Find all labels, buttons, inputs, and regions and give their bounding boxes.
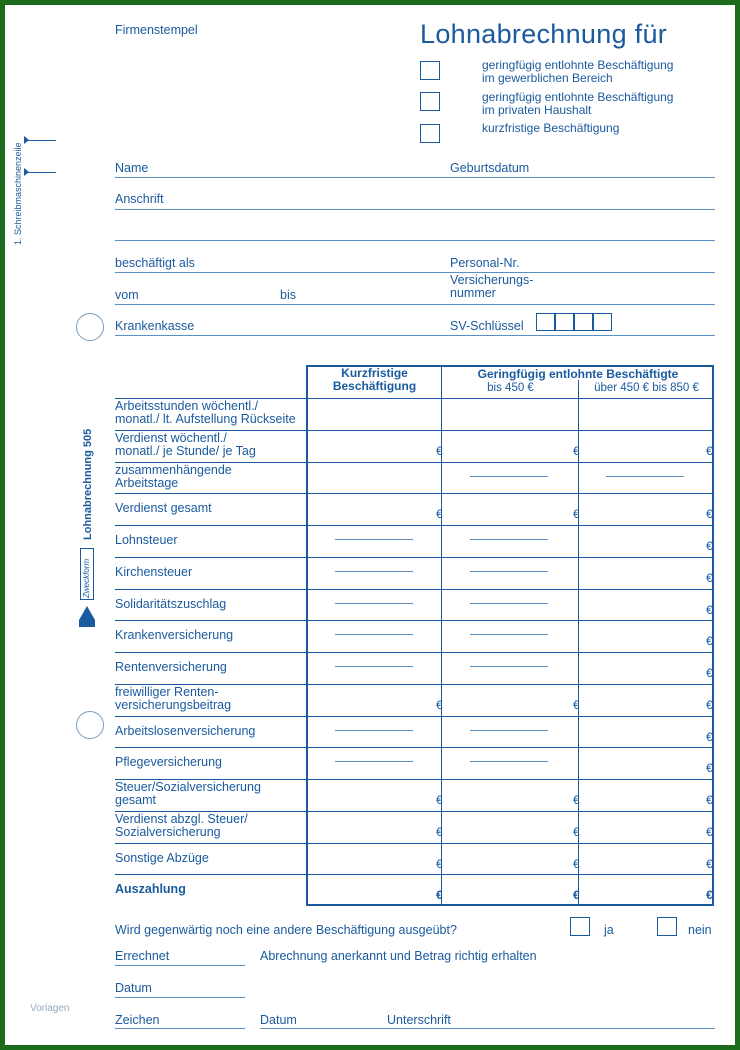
brand-logo-icon (79, 606, 95, 620)
date1-label: Datum (115, 981, 152, 995)
blank-entry-line[interactable] (335, 730, 413, 731)
table-row-label: Arbeitslosenversicherung (115, 723, 256, 738)
table-row-label: Lohnsteuer (115, 533, 178, 547)
option-commercial-label: geringfügig entlohnte Beschäftigung im gewerblichen Bereich (482, 58, 674, 85)
table-row-label: Sonstige Abzüge (115, 850, 209, 865)
option-household-checkbox[interactable] (420, 92, 440, 111)
initials-line[interactable] (115, 1028, 245, 1029)
blank-entry-line[interactable] (470, 539, 548, 540)
blank-entry-line[interactable] (335, 603, 413, 604)
table-row-divider (115, 589, 714, 590)
blank-entry-line[interactable] (606, 476, 684, 477)
euro-sign: € (706, 824, 713, 839)
signature-line[interactable] (260, 1028, 715, 1029)
sv-key-label: SV-Schlüssel (450, 319, 524, 333)
to-label: bis (280, 288, 296, 302)
name-line[interactable] (115, 177, 715, 178)
euro-sign: € (436, 856, 443, 871)
arrow-right-icon (24, 168, 29, 176)
blank-entry-line[interactable] (335, 634, 413, 635)
euro-sign: € (573, 507, 580, 522)
punch-hole-top (76, 313, 104, 341)
address-line-1[interactable] (115, 209, 715, 210)
birthdate-label: Geburtsdatum (450, 161, 530, 175)
euro-sign: € (706, 507, 713, 522)
table-row-label: Pflegeversicherung (115, 755, 223, 770)
typewriter-line-label: 1. Schreibmaschinenzeile (13, 142, 23, 245)
option-commercial-checkbox[interactable] (420, 61, 440, 80)
sv-key-box-2[interactable] (555, 313, 574, 331)
blank-entry-line[interactable] (470, 571, 548, 572)
euro-sign: € (706, 666, 713, 680)
typewriter-mark-2 (26, 172, 56, 173)
form-number-label: Lohnabrechnung 505 (82, 428, 94, 540)
table-row-label: Verdienst gesamt (115, 501, 212, 516)
sv-key-box-4[interactable] (593, 313, 612, 331)
other-employment-question: Wird gegenwärtig noch eine andere Beschäftigung ausgeübt? (115, 923, 457, 937)
acknowledged-label: Abrechnung anerkannt und Betrag richtig erhalten (260, 949, 537, 963)
yes-label: ja (604, 923, 614, 937)
blank-entry-line[interactable] (470, 730, 548, 731)
no-checkbox[interactable] (657, 917, 677, 936)
table-row-divider (115, 747, 714, 748)
employed-as-line[interactable] (115, 272, 715, 273)
name-label: Name (115, 161, 149, 175)
table-row-label: Solidaritätszuschlag (115, 596, 227, 611)
brand-box (80, 548, 94, 600)
table-row-divider (115, 843, 714, 844)
table-row-label: zusammenhängende Arbeitstage (115, 462, 232, 490)
page-title: Lohnabrechnung für (420, 19, 668, 49)
euro-sign: € (573, 697, 580, 712)
euro-sign: € (706, 761, 713, 776)
euro-sign: € (706, 888, 713, 903)
brand-label: Zweckform (82, 558, 91, 598)
personnel-no-label: Personal-Nr. (450, 256, 520, 270)
euro-sign: € (573, 793, 580, 807)
insurance-no-label: Versicherungs- nummer (450, 273, 534, 300)
euro-sign: € (573, 856, 580, 871)
euro-sign: € (706, 793, 713, 807)
watermark: Vorlagen (30, 1003, 70, 1014)
sv-key-box-1[interactable] (536, 313, 555, 331)
table-row-label: Steuer/Sozialversicherung gesamt (115, 780, 261, 807)
option-household-label: geringfügig entlohnte Beschäftigung im privaten Haushalt (482, 90, 674, 117)
blank-entry-line[interactable] (335, 761, 413, 762)
health-insurer-line[interactable] (115, 335, 715, 336)
yes-checkbox[interactable] (570, 917, 590, 936)
date1-line[interactable] (115, 997, 245, 998)
option-shortterm-label: kurzfristige Beschäftigung (482, 121, 620, 135)
table-row-divider (115, 525, 714, 526)
euro-sign: € (706, 697, 713, 712)
arrow-right-icon (24, 136, 29, 144)
table-row-divider (115, 652, 714, 653)
table-row-label: Rentenversicherung (115, 660, 227, 674)
typewriter-mark-1 (26, 140, 56, 141)
blank-entry-line[interactable] (470, 603, 548, 604)
blank-entry-line[interactable] (470, 666, 548, 667)
euro-sign: € (436, 697, 443, 712)
blank-entry-line[interactable] (470, 476, 548, 477)
table-row-divider (115, 557, 714, 558)
euro-sign: € (706, 729, 713, 744)
employed-as-label: beschäftigt als (115, 256, 195, 270)
col-shortterm-header: Kurzfristige Beschäftigung (332, 366, 417, 393)
table-row-divider (115, 716, 714, 717)
table-row-label: Krankenversicherung (115, 628, 234, 643)
signature-label: Unterschrift (387, 1013, 451, 1027)
euro-sign: € (706, 634, 713, 649)
initials-label: Zeichen (115, 1013, 160, 1027)
calculated-line[interactable] (115, 965, 245, 966)
euro-sign: € (436, 824, 443, 839)
brand-logo-base (79, 620, 95, 627)
period-line[interactable] (115, 304, 715, 305)
sv-key-box-3[interactable] (574, 313, 593, 331)
blank-entry-line[interactable] (335, 571, 413, 572)
table-row-divider (115, 620, 714, 621)
euro-sign: € (573, 443, 580, 458)
table-row-label: Auszahlung (115, 882, 186, 897)
col-minor-header: Geringfügig entlohnte Beschäftigte (477, 367, 679, 381)
punch-hole-bottom (76, 711, 104, 739)
euro-sign: € (436, 793, 443, 807)
company-stamp-label: Firmenstempel (115, 23, 198, 37)
table-row-label: Kirchensteuer (115, 564, 193, 579)
from-label: vom (115, 288, 139, 302)
table-row-label: freiwilliger Renten- versicherungsbeitrag (115, 684, 232, 712)
euro-sign: € (706, 539, 713, 553)
table-row-divider (115, 493, 714, 494)
col-upto450-header: bis 450 € (487, 382, 534, 394)
no-label: nein (688, 923, 712, 937)
table-row-label: Arbeitsstunden wöchentl./ monatl./ lt. Aufstellung Rückseite (115, 399, 296, 426)
option-shortterm-checkbox[interactable] (420, 124, 440, 143)
blank-entry-line[interactable] (470, 634, 548, 635)
euro-sign: € (706, 570, 713, 585)
euro-sign: € (436, 507, 443, 522)
address-label: Anschrift (115, 192, 164, 206)
health-insurer-label: Krankenkasse (115, 319, 195, 333)
euro-sign: € (706, 602, 713, 617)
euro-sign: € (436, 443, 443, 458)
blank-entry-line[interactable] (335, 539, 413, 540)
euro-sign: € (706, 856, 713, 871)
table-row-label: Verdienst wöchentl./ monatl./ je Stunde/ je Tag (115, 430, 256, 458)
calculated-label: Errechnet (115, 949, 170, 963)
table-row-divider (115, 874, 714, 875)
date2-label: Datum (260, 1013, 297, 1027)
euro-sign: € (436, 888, 443, 903)
blank-entry-line[interactable] (470, 761, 548, 762)
table-row-label: Verdienst abzgl. Steuer/ Sozialversicherung (115, 811, 248, 839)
col-450to850-header: über 450 € bis 850 € (594, 382, 699, 394)
wage-table (306, 365, 714, 906)
blank-entry-line[interactable] (335, 666, 413, 667)
euro-sign: € (706, 443, 713, 458)
euro-sign: € (573, 824, 580, 839)
address-line-2[interactable] (115, 240, 715, 241)
euro-sign: € (573, 888, 580, 903)
